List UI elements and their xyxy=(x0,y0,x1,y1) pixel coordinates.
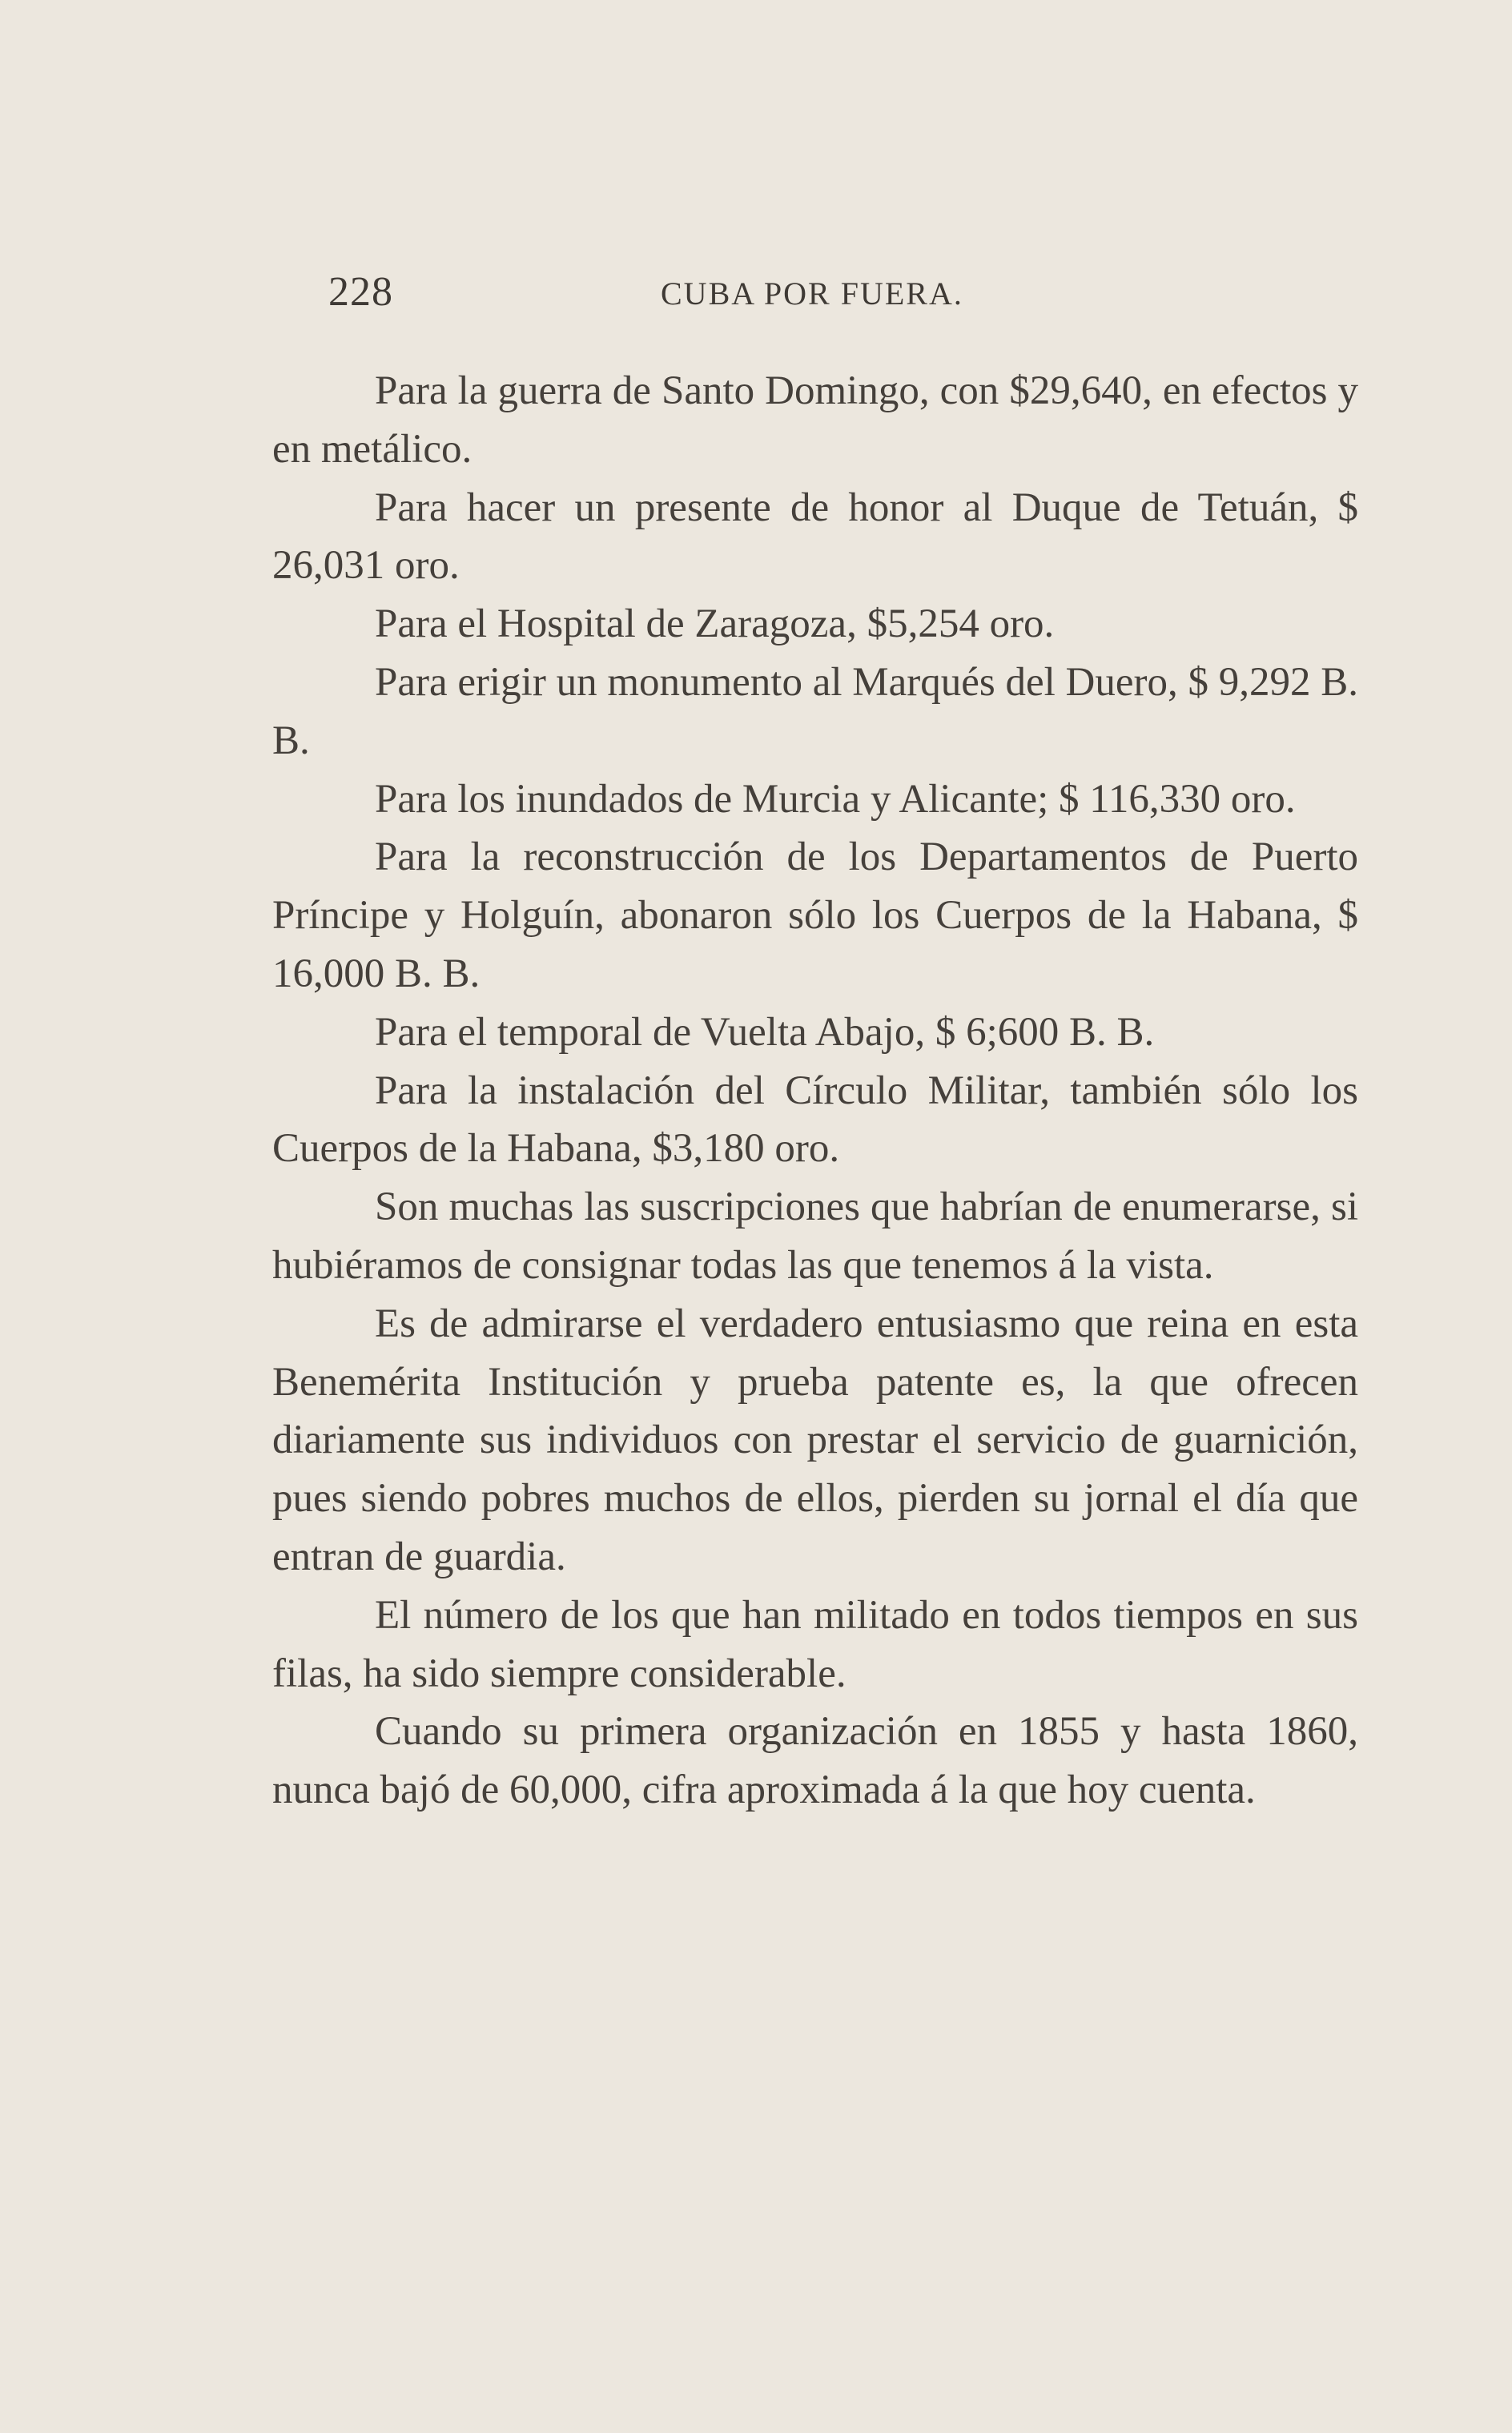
paragraph: Para el Hospital de Zaragoza, $5,254 oro. xyxy=(375,601,1055,647)
paragraph: Son muchas las suscripciones que habrían de enumerarse, si hubiéramos de consignar todas las que tenemos á la vista. xyxy=(272,1184,1358,1288)
running-head: CUBA POR FUERA. xyxy=(661,275,963,312)
paragraph: Es de admirarse el verdadero entusiasmo que reina en esta Benemérita Institución y prueba patente es, la que ofrecen diariamente sus individuos con prestar el servicio de guarnición, pues siendo pobres muchos de ellos, pierden su jornal el día que entran de guardia. xyxy=(272,1301,1358,1579)
paragraph: Para la reconstrucción de los Departamentos de Puerto Príncipe y Holguín, abonaron sólo los Cuerpos de la Habana, $ 16,000 B. B. xyxy=(272,834,1358,996)
page-number: 228 xyxy=(328,269,393,315)
body-text xyxy=(272,362,1358,1820)
paragraph: Cuando su primera organización en 1855 y hasta 1860, nunca bajó de 60,000, cifra aproximada á la que hoy cuenta. xyxy=(272,1709,1358,1813)
paragraph: Para la instalación del Círculo Militar, también sólo los Cuerpos de la Habana, $3,180 oro. xyxy=(272,1068,1358,1172)
paragraph: El número de los que han militado en todos tiempos en sus filas, ha sido siempre considerable. xyxy=(272,1592,1358,1696)
paragraph: Para hacer un presente de honor al Duque de Tetuán, $ 26,031 oro. xyxy=(272,485,1358,589)
page-header xyxy=(328,268,1365,324)
paragraph: Para erigir un monumento al Marqués del Duero, $ 9,292 B. B. xyxy=(272,659,1358,763)
paragraph: Para los inundados de Murcia y Alicante; $ 116,330 oro. xyxy=(375,776,1296,822)
paragraph: Para el temporal de Vuelta Abajo, $ 6;600 B. B. xyxy=(375,1009,1155,1055)
paragraph: Para la guerra de Santo Domingo, con $29,640, en efectos y en metálico. xyxy=(272,368,1358,472)
